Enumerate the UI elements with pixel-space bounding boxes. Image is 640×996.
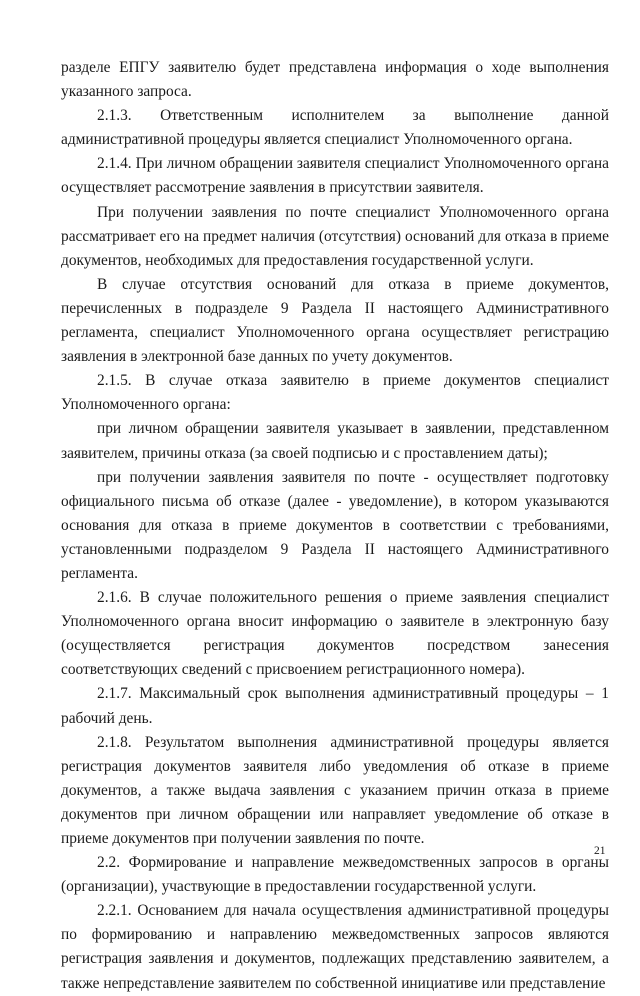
paragraph-8: при получении заявления заявителя по почте - осуществляет подготовку официального письма об отказе (далее - уведомление), в котором указываются основания для отказа в приеме документов в соответствии с требованиями, установленными подразделом 9 Раздела II настоящего Административного регламента. <box>61 468 609 582</box>
paragraph-13: 2.2.1. Основанием для начала осуществления административной процедуры по формированию и направлению межведомственных запросов являются регистрация заявления и документов, подлежащих представлению заявителем, а также непредставление заявителем по собственной инициативе или представление <box>61 902 609 992</box>
paragraph-7: при личном обращении заявителя указывает в заявлении, представленном заявителем, причины отказа (за своей подписью и с проставлением даты); <box>61 420 609 462</box>
document-page <box>61 56 609 996</box>
paragraph-5: В случае отсутствия оснований для отказа в приеме документов, перечисленных в подразделе 9 Раздела II настоящего Административного регламента, специалист Уполномоченного органа осуществляет регистрацию заявления в электронной базе данных по учету документов. <box>61 275 609 366</box>
paragraph-12: 2.2. Формирование и направление межведомственных запросов в органы (организации), участвующие в предоставлении государственной услуги. <box>61 854 609 896</box>
paragraph-9: 2.1.6. В случае положительного решения о приеме заявления специалист Уполномоченного органа вносит информацию о заявителе в электронную базу (осуществляется регистрация документов посредством занесения соответствующих сведений с присвоением регистрационного номера). <box>61 589 609 679</box>
paragraph-11: 2.1.8. Результатом выполнения административной процедуры является регистрация документов заявителя либо уведомления об отказе в приеме документов, а также выдача заявления с указанием причин отказа в приеме документов при личном обращении или направляет уведомление об отказе в приеме документов при получении заявления по почте. <box>61 733 609 847</box>
page-number: 21 <box>594 845 606 857</box>
paragraph-4: При получении заявления по почте специалист Уполномоченного органа рассматривает его на предмет наличия (отсутствия) оснований для отказа в приеме документов, необходимых для предоставления государственной услуги. <box>61 203 609 269</box>
paragraph-10: 2.1.7. Максимальный срок выполнения административный процедуры – 1 рабочий день. <box>61 685 609 727</box>
paragraph-2: 2.1.3. Ответственным исполнителем за выполнение данной административной процедуры является специалист Уполномоченного органа. <box>61 107 609 149</box>
paragraph-6: 2.1.5. В случае отказа заявителю в приеме документов специалист Уполномоченного органа: <box>61 372 609 414</box>
paragraph-3: 2.1.4. При личном обращении заявителя специалист Уполномоченного органа осуществляет рассмотрение заявления в присутствии заявителя. <box>61 155 609 197</box>
paragraph-1: разделе ЕПГУ заявителю будет представлена информация о ходе выполнения указанного запроса. <box>61 59 609 101</box>
